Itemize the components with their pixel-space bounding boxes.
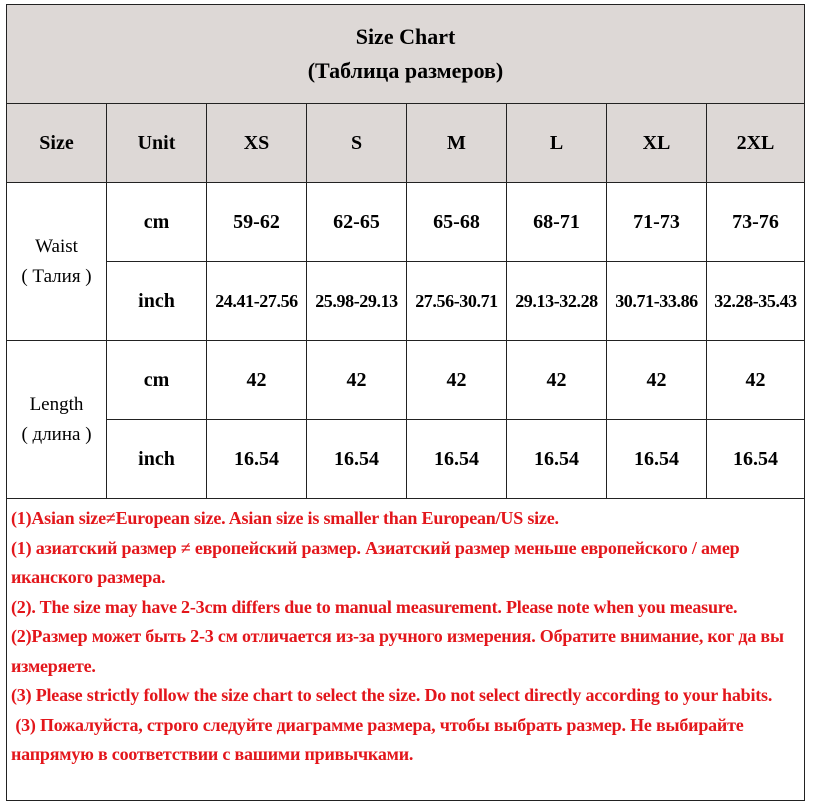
length-cm-s: 42: [346, 368, 367, 391]
length-label: [7, 341, 106, 498]
waist-inch-l: 29.13-32.28: [515, 290, 598, 311]
length-inch-xl: 16.54: [634, 447, 679, 470]
note-1-ru: (1) азиатский размер ≠ европейский размер. Азиатский размер меньше европейского / амер иканского размера.: [11, 537, 740, 587]
length-cm-2xl: 42: [745, 368, 766, 391]
waist-cm-unit: cm: [143, 210, 170, 233]
waist-cm-2xl: 73-76: [732, 210, 779, 233]
length-inch-unit: inch: [138, 447, 175, 470]
title-block: [7, 5, 804, 103]
waist-label-en: Waist: [35, 235, 78, 257]
waist-inch-xl: 30.71-33.86: [615, 290, 698, 311]
waist-cm-m: 65-68: [433, 210, 480, 233]
waist-cm-l: 68-71: [533, 210, 580, 233]
waist-inch-s: 25.98-29.13: [315, 290, 398, 311]
length-label-ru: ( длина ): [21, 423, 92, 445]
waist-inch-m: 27.56-30.71: [415, 290, 498, 311]
length-inch-xs: 16.54: [234, 447, 279, 470]
note-3-ru: (3) Пожалуйста, строго следуйте диаграмме размера, чтобы выбрать размер. Не выбирайте напрямую в соответствии с вашими привычками.: [11, 714, 748, 764]
length-cm-xl: 42: [646, 368, 667, 391]
size-notes: [7, 499, 804, 800]
header-size-xl: XL: [642, 131, 671, 154]
length-label-en: Length: [29, 393, 84, 415]
header-size: Size: [39, 131, 74, 154]
waist-cm-s: 62-65: [333, 210, 380, 233]
waist-inch-unit: inch: [138, 289, 175, 312]
note-2-ru: (2)Размер может быть 2-3 см отличается из-за ручного измерения. Обратите внимание, ког да вы измеряете.: [11, 626, 784, 676]
length-inch-l: 16.54: [534, 447, 579, 470]
waist-cm-xl: 71-73: [633, 210, 680, 233]
waist-label-ru: ( Талия ): [21, 265, 92, 287]
header-size-s: S: [350, 131, 363, 154]
note-2-en: (2). The size may have 2-3cm differs due to manual measurement. Please note when you measure.: [11, 596, 738, 617]
length-inch-m: 16.54: [434, 447, 479, 470]
length-cm-unit: cm: [143, 368, 170, 391]
length-inch-s: 16.54: [334, 447, 379, 470]
length-cm-m: 42: [446, 368, 467, 391]
waist-inch-2xl: 32.28-35.43: [714, 290, 797, 311]
note-1-en: (1)Asian size≠European size. Asian size is smaller than European/US size.: [11, 508, 559, 528]
length-cm-xs: 42: [246, 368, 267, 391]
header-unit: Unit: [137, 131, 176, 154]
waist-inch-xs: 24.41-27.56: [215, 290, 298, 311]
header-size-m: M: [447, 131, 466, 154]
header-size-2xl: 2XL: [736, 131, 775, 154]
title-line-2: (Таблица размеров): [307, 58, 504, 83]
header-size-l: L: [549, 131, 564, 154]
title-line-1: Size Chart: [355, 24, 456, 49]
header-size-xs: XS: [243, 131, 270, 154]
note-3-en: (3) Please strictly follow the size chart to select the size. Do not select directly according to your habits.: [11, 685, 773, 705]
waist-cm-xs: 59-62: [233, 210, 280, 233]
waist-label: [7, 183, 106, 340]
length-inch-2xl: 16.54: [733, 447, 778, 470]
length-cm-l: 42: [546, 368, 567, 391]
